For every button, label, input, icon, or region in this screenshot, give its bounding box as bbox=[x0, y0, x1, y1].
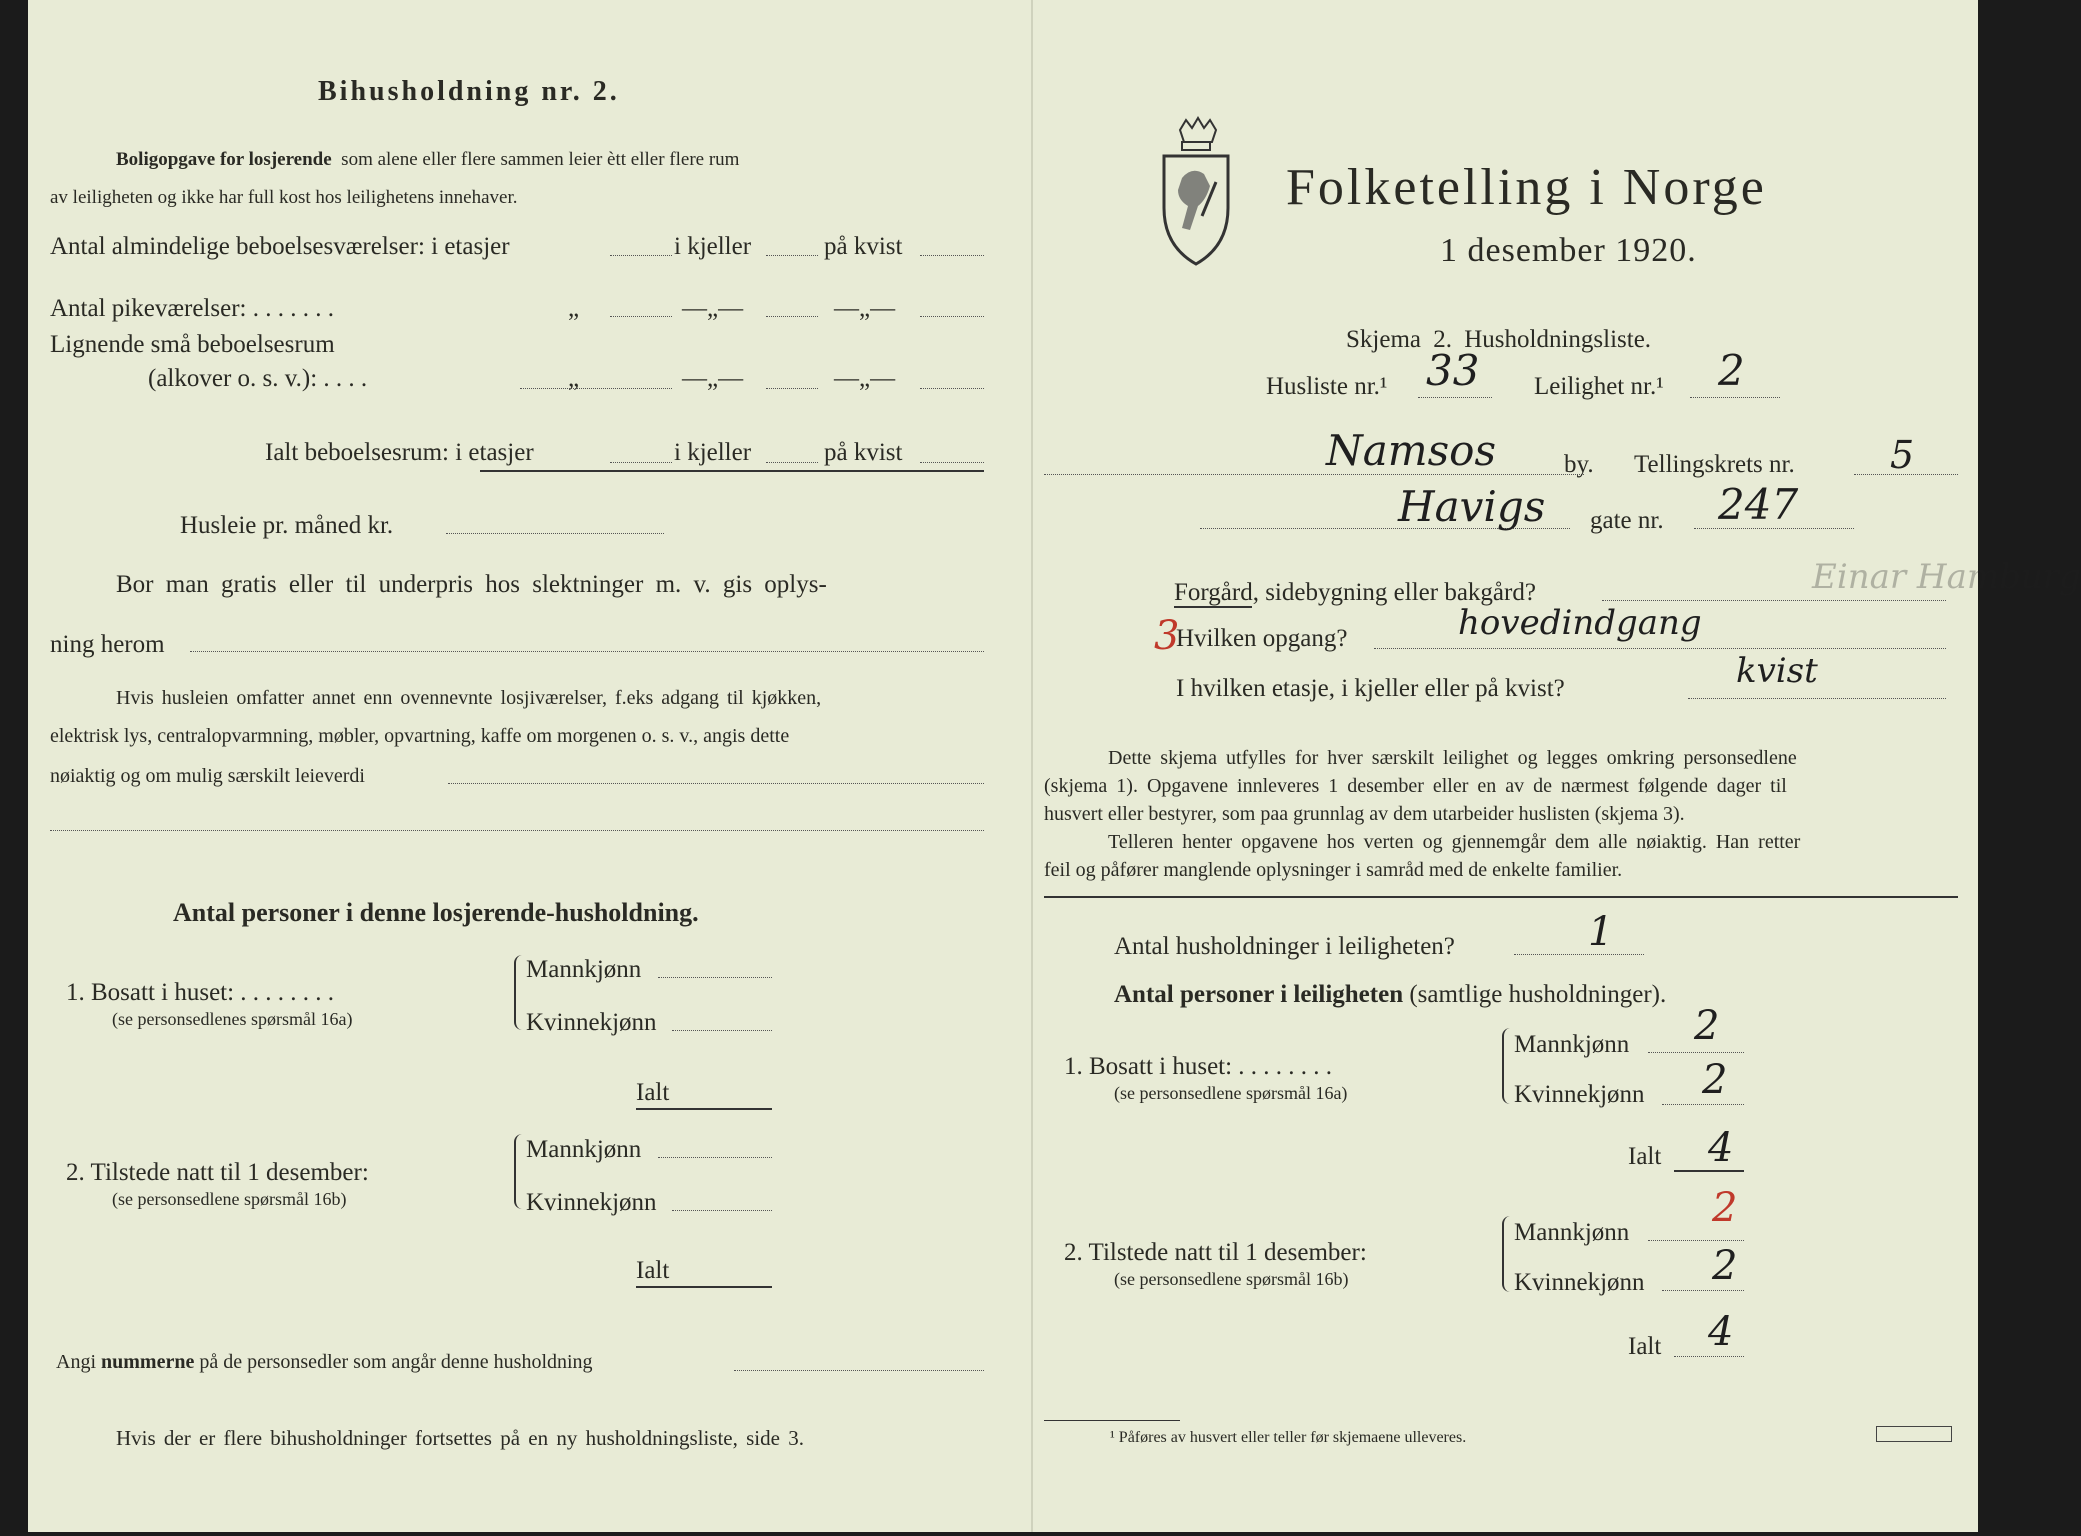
hvis-line-3: nøiaktig og om mulig særskilt leieverdi bbox=[50, 765, 365, 787]
right-q2-mann-label: Mannkjønn bbox=[1514, 1219, 1630, 1246]
right-q1-mann-label: Mannkjønn bbox=[1514, 1031, 1630, 1058]
left-q2-brace bbox=[514, 1134, 524, 1209]
forgard-underline bbox=[1174, 606, 1252, 608]
antal-pers-rest: (samtlige husholdninger). bbox=[1409, 981, 1667, 1008]
kvist-label: på kvist bbox=[824, 233, 903, 260]
angi-bold: nummerne bbox=[101, 1351, 195, 1373]
bor-field[interactable] bbox=[190, 651, 984, 652]
pike-field-3[interactable] bbox=[920, 316, 984, 317]
right-q1-kvinne-field[interactable] bbox=[1662, 1104, 1744, 1105]
intro-bold: Boligopgave for losjerende bbox=[116, 149, 332, 170]
left-q2-sub: (se personsedlene spørsmål 16b) bbox=[112, 1189, 347, 1209]
right-q2-ialt-field[interactable] bbox=[1674, 1356, 1744, 1357]
left-footer: Hvis der er flere bihusholdninger fortsettes på en ny husholdningsliste, side 3. bbox=[116, 1426, 804, 1450]
left-q1-label: 1. Bosatt i huset: . . . . . . . . bbox=[66, 979, 335, 1006]
hvis-line-2: elektrisk lys, centralopvarmning, møbler, opvartning, kaffe om morgenen o. s. v., angis dette bbox=[50, 725, 790, 747]
right-q1-sub: (se personsedlene spørsmål 16a) bbox=[1114, 1083, 1348, 1103]
antal-rooms-label: Antal almindelige beboelsesværelser: i etasjer bbox=[50, 233, 510, 260]
ialt-etasjer-field[interactable] bbox=[610, 462, 672, 463]
lignende-field-1[interactable] bbox=[520, 388, 672, 389]
info-line-3: husvert eller bestyrer, som paa grunnlag av dem utarbeider huslisten (skjema 3). bbox=[1044, 803, 1685, 825]
forgard-margin-note: Einar Hamburg bbox=[1812, 557, 2081, 597]
skjema-label: Skjema 2. Husholdningsliste. bbox=[1346, 326, 1652, 353]
forgard-field[interactable] bbox=[1602, 600, 1946, 601]
info-line-4: Telleren henter opgavene hos verten og gjennemgår dem alle nøiaktig. Han retter bbox=[1108, 831, 1801, 853]
lignende-label-2: (alkover o. s. v.): . . . . bbox=[148, 365, 368, 392]
etasje-value[interactable]: kvist bbox=[1736, 651, 1818, 691]
pike-ditto-2: —„— bbox=[682, 295, 744, 322]
husleie-label: Husleie pr. måned kr. bbox=[180, 512, 394, 539]
left-q1-ialt-field[interactable] bbox=[636, 1108, 772, 1110]
right-q2-brace bbox=[1502, 1216, 1512, 1292]
etasje-field[interactable] bbox=[1688, 698, 1946, 699]
ialt-kvist-label: på kvist bbox=[824, 439, 903, 466]
antal-pers-bold: Antal personer i leiligheten bbox=[1114, 981, 1404, 1008]
etasje-question: I hvilken etasje, i kjeller eller på kvist? bbox=[1176, 675, 1565, 702]
antal-hush-question: Antal husholdninger i leiligheten? bbox=[1114, 933, 1455, 960]
bor-line-1: Bor man gratis eller til underpris hos slektninger m. v. gis oplys- bbox=[116, 571, 827, 598]
pike-field-1[interactable] bbox=[610, 316, 672, 317]
opgang-value[interactable]: hovedindgang bbox=[1458, 603, 1702, 643]
husliste-label: Husliste nr.¹ bbox=[1266, 373, 1388, 400]
lignende-ditto-1: „ bbox=[568, 365, 580, 392]
gate-label: gate nr. bbox=[1590, 507, 1664, 534]
ialt-kjeller-field[interactable] bbox=[766, 462, 818, 463]
ialt-kjeller-label: i kjeller bbox=[674, 439, 752, 466]
etasjer-field[interactable] bbox=[610, 255, 672, 256]
left-q2-kvinne-field[interactable] bbox=[672, 1210, 772, 1211]
margin-red-mark: 3 bbox=[1154, 613, 1180, 659]
opgang-field[interactable] bbox=[1374, 648, 1946, 649]
left-q2-label: 2. Tilstede natt til 1 desember: bbox=[66, 1159, 369, 1186]
left-q1-kvinne-label: Kvinnekjønn bbox=[526, 1009, 657, 1036]
ialt-rooms-label: Ialt beboelsesrum: i etasjer bbox=[265, 439, 534, 466]
right-q2-mann-field[interactable] bbox=[1648, 1240, 1744, 1241]
lignende-ditto-3: —„— bbox=[834, 365, 896, 392]
right-q1-label: 1. Bosatt i huset: . . . . . . . . bbox=[1064, 1053, 1333, 1080]
info-line-1: Dette skjema utfylles for hver særskilt leilighet og legges omkring personsedlene bbox=[1108, 747, 1797, 769]
hvis-line-1: Hvis husleien omfatter annet enn ovennevnte losjiværelser, f.eks adgang til kjøkken, bbox=[116, 687, 822, 709]
right-title: Folketelling i Norge bbox=[1286, 159, 1767, 216]
antal-hush-field[interactable] bbox=[1514, 954, 1644, 955]
left-q2-kvinne-label: Kvinnekjønn bbox=[526, 1189, 657, 1216]
left-q2-ialt-label: Ialt bbox=[636, 1257, 670, 1284]
husleie-field[interactable] bbox=[446, 533, 664, 534]
right-q2-kvinne-value[interactable]: 2 bbox=[1712, 1243, 1738, 1289]
right-q1-brace bbox=[1502, 1028, 1512, 1104]
right-q1-kvinne-label: Kvinnekjønn bbox=[1514, 1081, 1645, 1108]
by-field[interactable] bbox=[1044, 474, 1584, 475]
husliste-value[interactable]: 33 bbox=[1426, 346, 1480, 395]
right-q2-kvinne-field[interactable] bbox=[1662, 1290, 1744, 1291]
ialt-kvist-field[interactable] bbox=[920, 462, 984, 463]
right-q1-mann-field[interactable] bbox=[1648, 1052, 1744, 1053]
gate-value[interactable]: Havigs bbox=[1398, 482, 1546, 531]
leilighet-value[interactable]: 2 bbox=[1718, 346, 1745, 395]
by-label: by. bbox=[1564, 451, 1594, 478]
left-persons-heading: Antal personer i denne losjerende-husholdning. bbox=[173, 898, 699, 927]
right-q1-ialt-value[interactable]: 4 bbox=[1708, 1125, 1734, 1171]
lignende-ditto-2: —„— bbox=[682, 365, 744, 392]
krets-value[interactable]: 5 bbox=[1890, 433, 1915, 477]
angi-line bbox=[56, 1352, 593, 1372]
lignende-label-1: Lignende små beboelsesrum bbox=[50, 331, 335, 358]
left-q1-mann-label: Mannkjønn bbox=[526, 956, 642, 983]
left-q1-sub: (se personsedlenes spørsmål 16a) bbox=[112, 1009, 353, 1029]
page-fold bbox=[1031, 0, 1033, 1532]
right-divider bbox=[1044, 896, 1958, 898]
antal-hush-value[interactable]: 1 bbox=[1588, 909, 1614, 955]
forgard-question: Forgård, sidebygning eller bakgård? bbox=[1174, 579, 1536, 606]
krets-label: Tellingskrets nr. bbox=[1634, 451, 1795, 478]
right-q1-mann-value[interactable]: 2 bbox=[1694, 1003, 1720, 1049]
left-q2-mann-field[interactable] bbox=[658, 1157, 772, 1158]
right-q2-ialt-value[interactable]: 4 bbox=[1708, 1309, 1734, 1355]
intro-line-2: av leiligheten og ikke har full kost hos leilighetens innehaver. bbox=[50, 187, 518, 208]
left-q1-kvinne-field[interactable] bbox=[672, 1030, 772, 1031]
right-q2-kvinne-label: Kvinnekjønn bbox=[1514, 1269, 1645, 1296]
opgang-question: Hvilken opgang? bbox=[1176, 625, 1348, 652]
left-q1-mann-field[interactable] bbox=[658, 977, 772, 978]
kvist-field[interactable] bbox=[920, 255, 984, 256]
pike-field-2[interactable] bbox=[766, 316, 818, 317]
antal-pers-heading bbox=[1114, 982, 1666, 1007]
left-q1-ialt-label: Ialt bbox=[636, 1079, 670, 1106]
info-line-2: (skjema 1). Opgavene innleveres 1 desember eller en av de nærmest følgende dager til bbox=[1044, 775, 1787, 797]
right-q2-label: 2. Tilstede natt til 1 desember: bbox=[1064, 1239, 1367, 1266]
extra-field[interactable] bbox=[50, 830, 984, 831]
lignende-field-3[interactable] bbox=[920, 388, 984, 389]
husliste-field[interactable] bbox=[1418, 397, 1492, 398]
pike-label: Antal pikeværelser: . . . . . . . bbox=[50, 295, 334, 322]
info-line-5: feil og påfører manglende oplysninger i samråd med de enkelte familier. bbox=[1044, 859, 1623, 881]
leilighet-field[interactable] bbox=[1690, 397, 1780, 398]
ialt-rooms-underline bbox=[480, 470, 984, 472]
footnote-rule bbox=[1044, 1420, 1180, 1421]
right-q2-ialt-label: Ialt bbox=[1628, 1333, 1662, 1360]
intro-line-1 bbox=[116, 150, 739, 169]
gate-nr-value[interactable]: 247 bbox=[1718, 480, 1799, 529]
kjeller-field[interactable] bbox=[766, 255, 818, 256]
right-q1-kvinne-value[interactable]: 2 bbox=[1702, 1057, 1728, 1103]
census-form-sheet bbox=[28, 0, 2081, 1532]
right-date: 1 desember 1920. bbox=[1440, 232, 1697, 269]
left-title: Bihusholdning nr. 2. bbox=[318, 76, 620, 107]
right-q1-ialt-label: Ialt bbox=[1628, 1143, 1662, 1170]
pike-ditto-1: „ bbox=[568, 295, 580, 322]
pike-ditto-3: —„— bbox=[834, 295, 896, 322]
leilighet-label: Leilighet nr.¹ bbox=[1534, 373, 1664, 400]
left-q1-brace bbox=[514, 955, 524, 1030]
right-footnote: ¹ Påføres av husvert eller teller før skjemaene ulleveres. bbox=[1110, 1429, 1467, 1446]
angi-pre: Angi bbox=[56, 1351, 96, 1373]
intro-rest: som alene eller flere sammen leier ètt eller flere rum bbox=[341, 149, 740, 170]
angi-field[interactable] bbox=[734, 1370, 984, 1371]
right-q2-sub: (se personsedlene spørsmål 16b) bbox=[1114, 1269, 1349, 1289]
leieverdi-field[interactable] bbox=[448, 783, 984, 784]
angi-rest: på de personsedler som angår denne husholdning bbox=[199, 1351, 593, 1373]
left-q2-mann-label: Mannkjønn bbox=[526, 1136, 642, 1163]
right-q2-mann-value[interactable]: 2 bbox=[1712, 1185, 1738, 1231]
bor-line-2: ning herom bbox=[50, 631, 165, 658]
norway-coat-of-arms-icon bbox=[1158, 116, 1234, 266]
kjeller-label: i kjeller bbox=[674, 233, 752, 260]
lignende-field-2[interactable] bbox=[766, 388, 818, 389]
by-value[interactable]: Namsos bbox=[1326, 426, 1497, 475]
printer-stamp-icon bbox=[1876, 1426, 1952, 1442]
left-q2-ialt-field[interactable] bbox=[636, 1286, 772, 1288]
